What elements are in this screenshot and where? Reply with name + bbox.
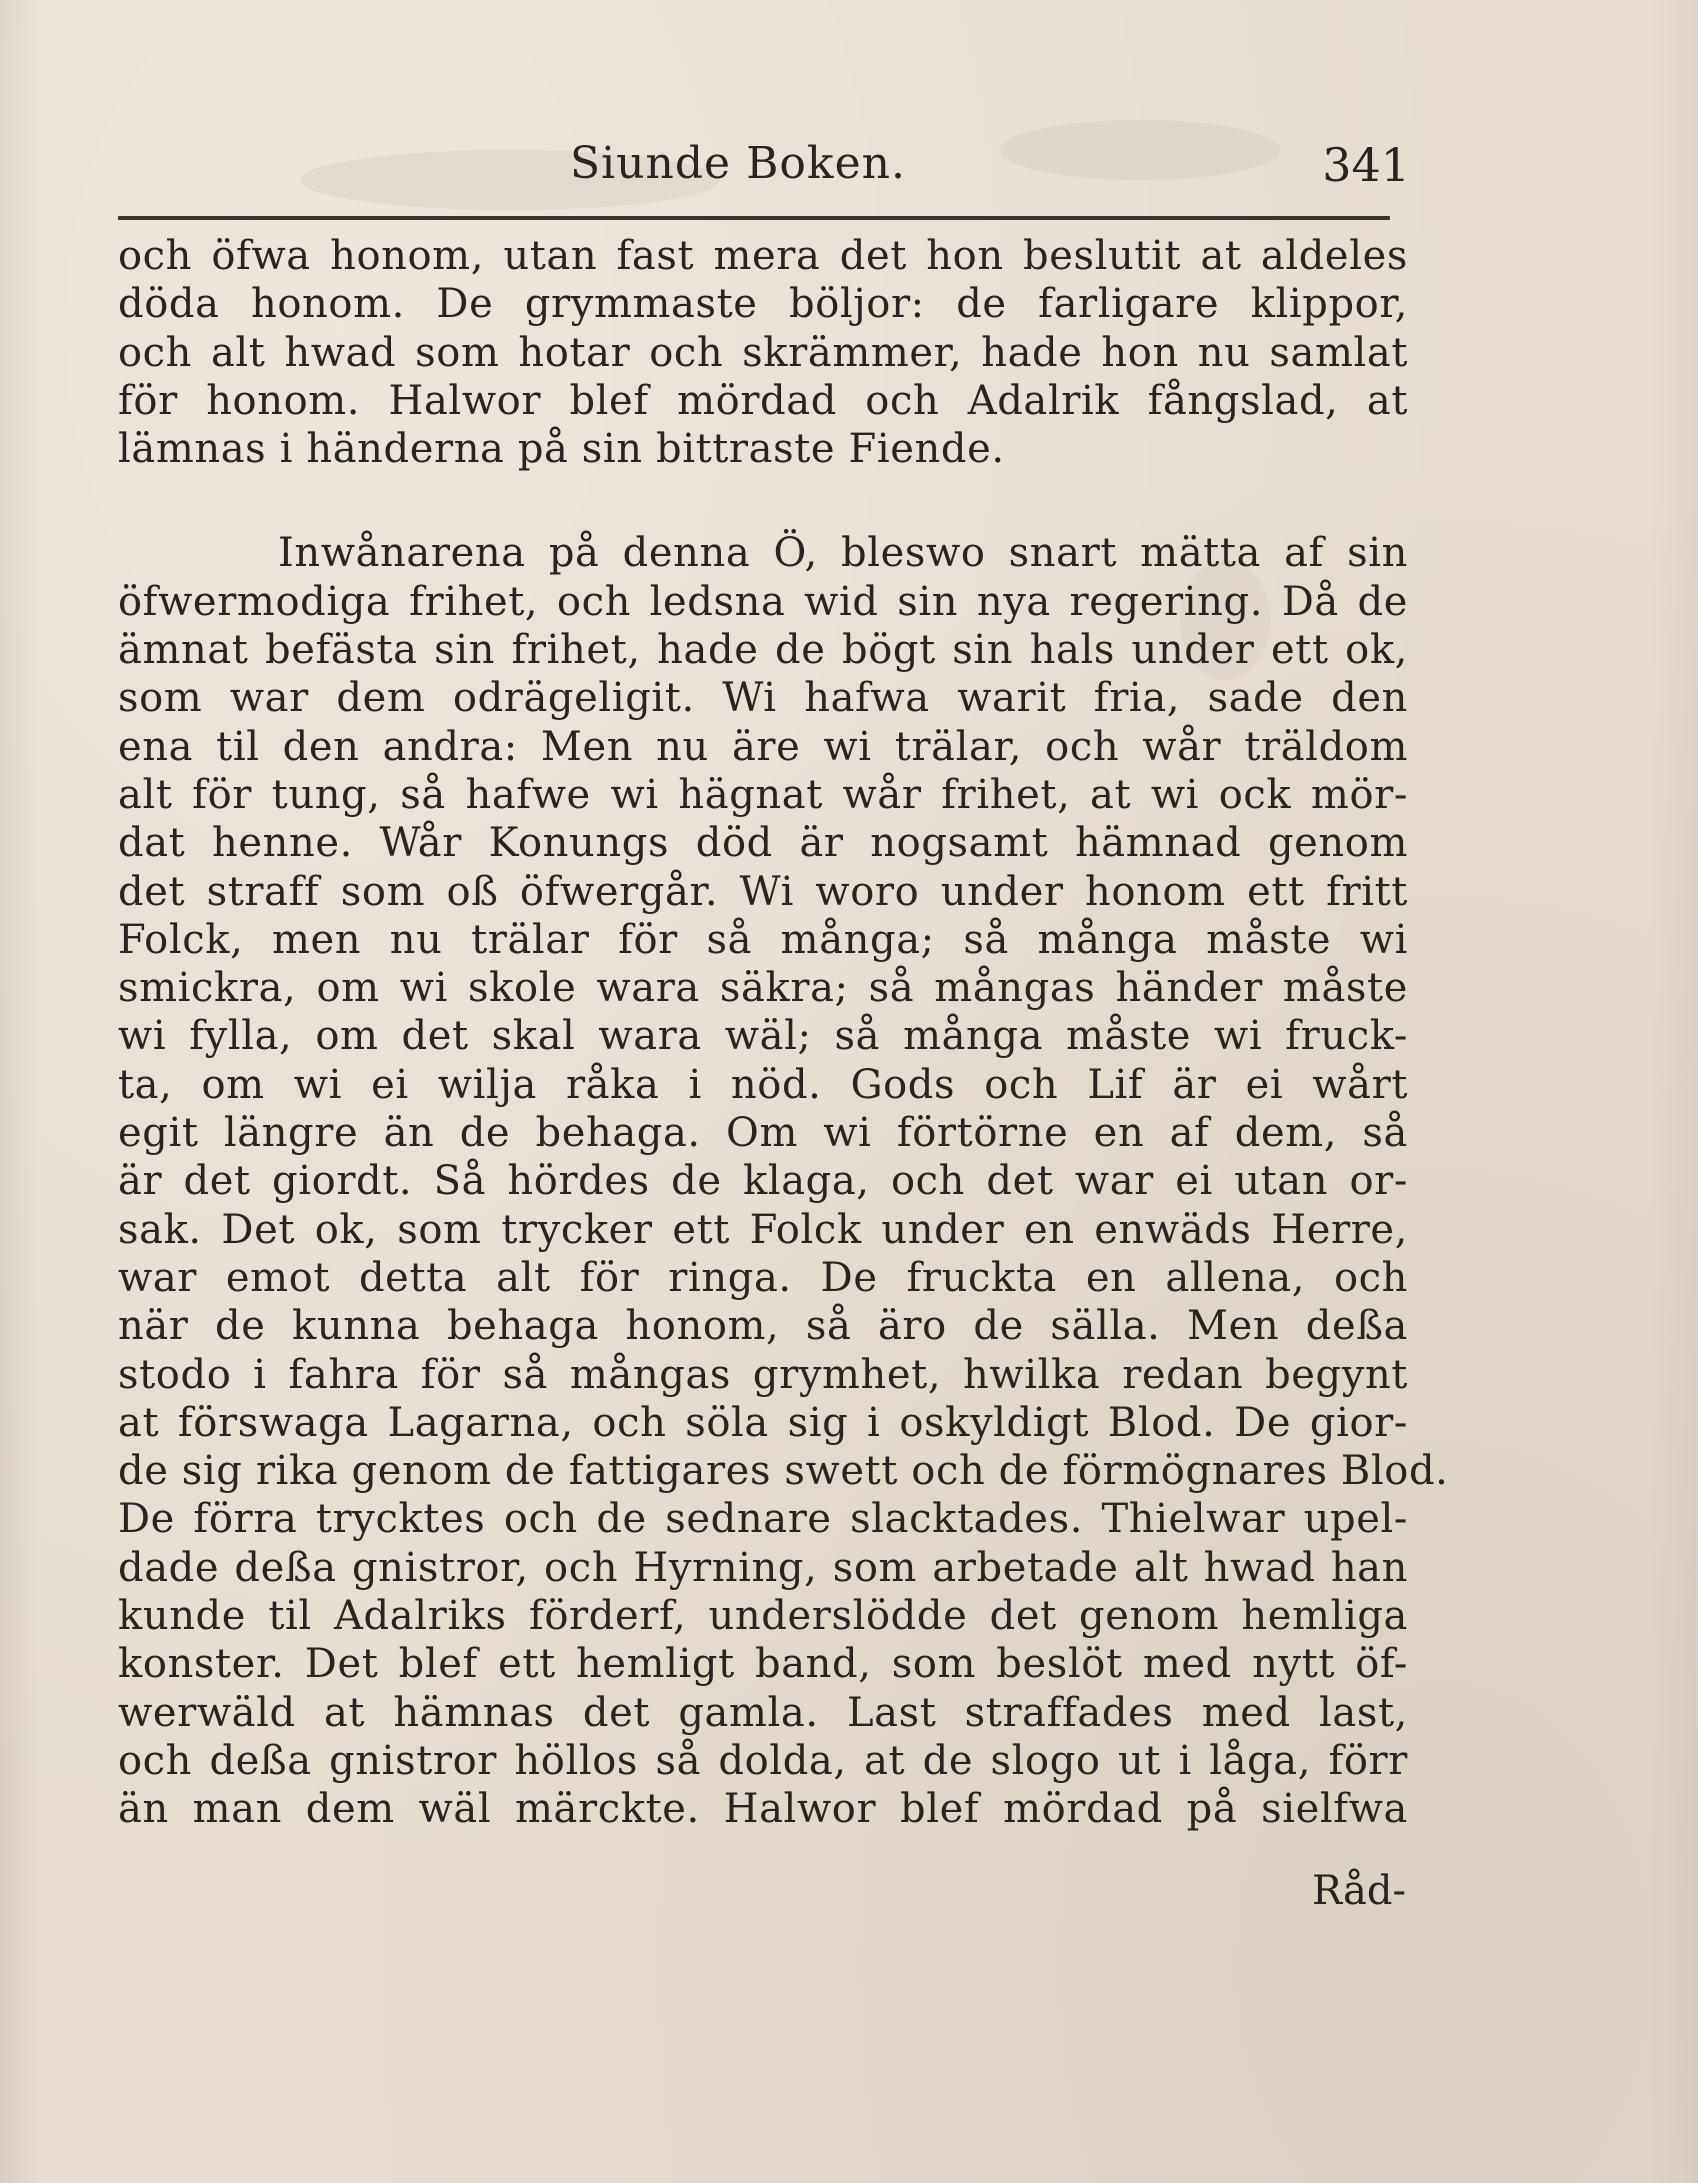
text-line: de sig rika genom de fattigares swett och de förmögnares Blod. — [118, 1448, 1449, 1495]
catchword: Råd- — [1312, 1868, 1407, 1914]
text-line: det straff som oß öfwergår. Wi woro under honom ett fritt — [118, 868, 1408, 915]
paragraph-gap — [118, 473, 1418, 529]
body-text — [118, 232, 1449, 1834]
text-line: alt för tung, så hafwe wi hägnat wår frihet, at wi ock mör- — [118, 771, 1408, 818]
text-line: och deßa gnistror höllos så dolda, at de slogo ut i låga, förr — [118, 1737, 1408, 1784]
text-line: när de kunna behaga honom, så äro de sälla. Men deßa — [118, 1303, 1408, 1350]
text-line: at förswaga Lagarna, och söla sig i oskyldigt Blod. De gior- — [118, 1399, 1408, 1446]
text-line: Inwånarena på denna Ö, bleswo snart mätta af sin — [278, 530, 1408, 577]
text-line: war emot detta alt för ringa. De fruckta en allena, och — [118, 1254, 1408, 1301]
header-rule — [118, 216, 1390, 220]
text-line: för honom. Halwor blef mördad och Adalrik fångslad, at — [118, 377, 1408, 424]
text-line: De förra trycktes och de sednare slacktades. Thielwar upel- — [118, 1496, 1408, 1543]
running-title: Siunde Boken. — [570, 138, 906, 189]
text-line: wi fylla, om det skal wara wäl; så många måste wi fruck- — [118, 1013, 1408, 1060]
text-line: konster. Det blef ett hemligt band, som beslöt med nytt öf- — [118, 1641, 1408, 1688]
running-head — [120, 138, 1410, 198]
text-line: och alt hwad som hotar och skrämmer, hade hon nu samlat — [118, 329, 1408, 376]
text-line: ta, om wi ei wilja råka i nöd. Gods och Lif är ei wårt — [118, 1061, 1408, 1108]
text-line: än man dem wäl märckte. Halwor blef mördad på sielfwa — [118, 1786, 1408, 1833]
text-line: döda honom. De grymmaste böljor: de farligare klippor, — [118, 281, 1408, 328]
text-line: ämnat befästa sin frihet, hade de bögt sin hals under ett ok, — [118, 627, 1408, 674]
text-line: ena til den andra: Men nu äre wi trälar, och wår träldom — [118, 723, 1408, 770]
text-line: öfwermodiga frihet, och ledsna wid sin nya regering. Då de — [118, 578, 1408, 625]
page-number: 341 — [1322, 138, 1410, 192]
text-line: lämnas i händerna på sin bittraste Fiende. — [118, 426, 1005, 473]
text-line: Folck, men nu trälar för så många; så många måste wi — [118, 916, 1408, 963]
text-line: kunde til Adalriks förderf, underslödde det genom hemliga — [118, 1593, 1408, 1640]
text-line: werwäld at hämnas det gamla. Last straffades med last, — [118, 1689, 1408, 1736]
paragraph-1 — [118, 232, 1418, 473]
text-line: som war dem odrägeligit. Wi hafwa warit fria, sade den — [118, 675, 1408, 722]
text-line: sak. Det ok, som trycker ett Folck under en enwäds Herre, — [118, 1206, 1408, 1253]
text-line: stodo i fahra för så mångas grymhet, hwilka redan begynt — [118, 1351, 1408, 1398]
text-line: är det giordt. Så hördes de klaga, och det war ei utan or- — [118, 1158, 1408, 1205]
text-line: dade deßa gnistror, och Hyrning, som arbetade alt hwad han — [118, 1544, 1408, 1591]
text-line: dat henne. Wår Konungs död är nogsamt hämnad genom — [118, 820, 1408, 867]
text-line: egit längre än de behaga. Om wi förtörne en af dem, så — [118, 1110, 1408, 1157]
paragraph-2 — [118, 529, 1449, 1833]
text-line: och öfwa honom, utan fast mera det hon beslutit at aldeles — [118, 233, 1408, 279]
text-line: smickra, om wi skole wara säkra; så mångas händer måste — [118, 965, 1408, 1012]
